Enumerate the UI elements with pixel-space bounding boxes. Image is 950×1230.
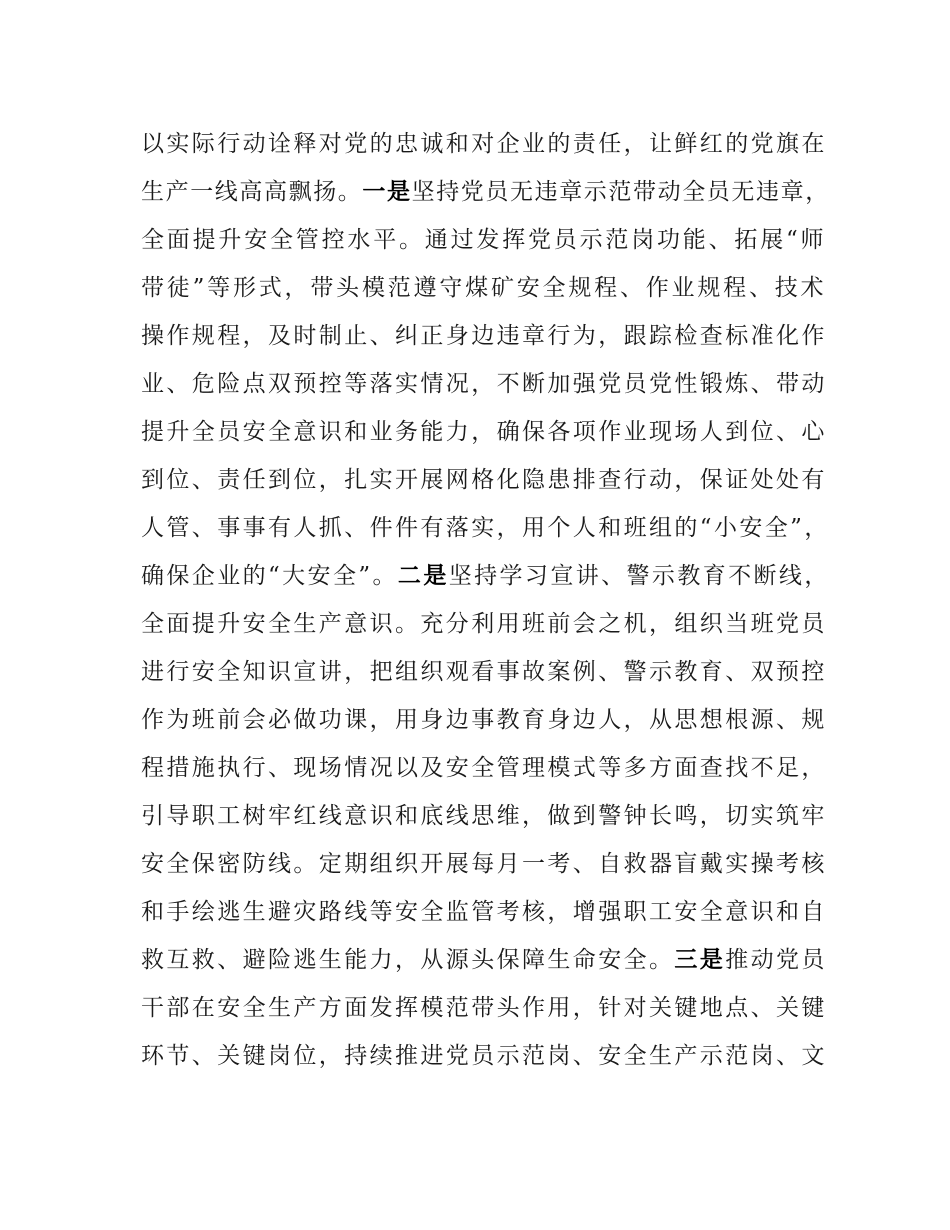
text-line: [141, 1032, 831, 1080]
text-line: [141, 360, 831, 408]
text-line: [141, 168, 831, 216]
text-segment: 程措施执行、现场情况以及安全管理模式等多方面查找不足，: [141, 755, 827, 781]
text-line: [141, 264, 831, 312]
text-line: [141, 504, 831, 552]
text-line: [141, 120, 831, 168]
text-line: [141, 744, 831, 792]
text-segment: 业、危险点双预控等落实情况，不断加强党员党性锻炼、带动: [141, 371, 827, 397]
body-paragraph: [141, 120, 831, 1080]
text-line: [141, 648, 831, 696]
text-segment: 确保企业的“大安全”。: [141, 563, 398, 589]
text-segment: 救互救、避险逃生能力，从源头保障生命安全。: [141, 947, 675, 973]
text-segment: 作为班前会必做功课，用身边事教育身边人，从思想根源、规: [141, 707, 827, 733]
text-segment: 坚持党员无违章示范带动全员无违章，: [411, 179, 830, 205]
text-segment: 干部在安全生产方面发挥模范带头作用，针对关键地点、关键: [141, 995, 827, 1021]
text-segment: 生产一线高高飘扬。: [141, 179, 363, 205]
text-line: [141, 552, 831, 600]
text-line: [141, 792, 831, 840]
text-segment: 安全保密防线。定期组织开展每月一考、自救器盲戴实操考核: [141, 851, 827, 877]
text-line: [141, 696, 831, 744]
text-segment: 进行安全知识宣讲，把组织观看事故案例、警示教育、双预控: [141, 659, 827, 685]
text-line: [141, 408, 831, 456]
text-line: [141, 600, 831, 648]
text-line: [141, 888, 831, 936]
text-segment: 带徒”等形式，带头模范遵守煤矿安全规程、作业规程、技术: [141, 275, 827, 301]
emphasis-heading: 一是: [362, 179, 412, 205]
text-line: [141, 312, 831, 360]
text-line: [141, 216, 831, 264]
text-segment: 提升全员安全意识和业务能力，确保各项作业现场人到位、心: [141, 419, 827, 445]
text-segment: 操作规程，及时制止、纠正身边违章行为，跟踪检查标准化作: [141, 323, 827, 349]
text-segment: 和手绘逃生避灾路线等安全监管考核，增强职工安全意识和自: [141, 899, 827, 925]
emphasis-heading: 三是: [674, 947, 726, 973]
text-segment: 到位、责任到位，扎实开展网格化隐患排查行动，保证处处有: [141, 467, 827, 493]
text-line: [141, 936, 831, 984]
text-segment: 全面提升安全管控水平。通过发挥党员示范岗功能、拓展“师: [141, 227, 827, 253]
text-segment: 以实际行动诠释对党的忠诚和对企业的责任，让鲜红的党旗在: [141, 131, 827, 157]
text-segment: 坚持学习宣讲、警示教育不断线，: [448, 563, 830, 589]
emphasis-heading: 二是: [397, 563, 449, 589]
text-segment: 全面提升安全生产意识。充分利用班前会之机，组织当班党员: [141, 611, 827, 637]
text-segment: 引导职工树牢红线意识和底线思维，做到警钟长鸣，切实筑牢: [141, 803, 827, 829]
text-segment: 环节、关键岗位，持续推进党员示范岗、安全生产示范岗、文: [141, 1043, 827, 1069]
text-line: [141, 984, 831, 1032]
text-line: [141, 456, 831, 504]
text-segment: 人管、事事有人抓、件件有落实，用个人和班组的“小安全”，: [141, 515, 830, 541]
text-segment: 推动党员: [725, 947, 827, 973]
text-line: [141, 840, 831, 888]
